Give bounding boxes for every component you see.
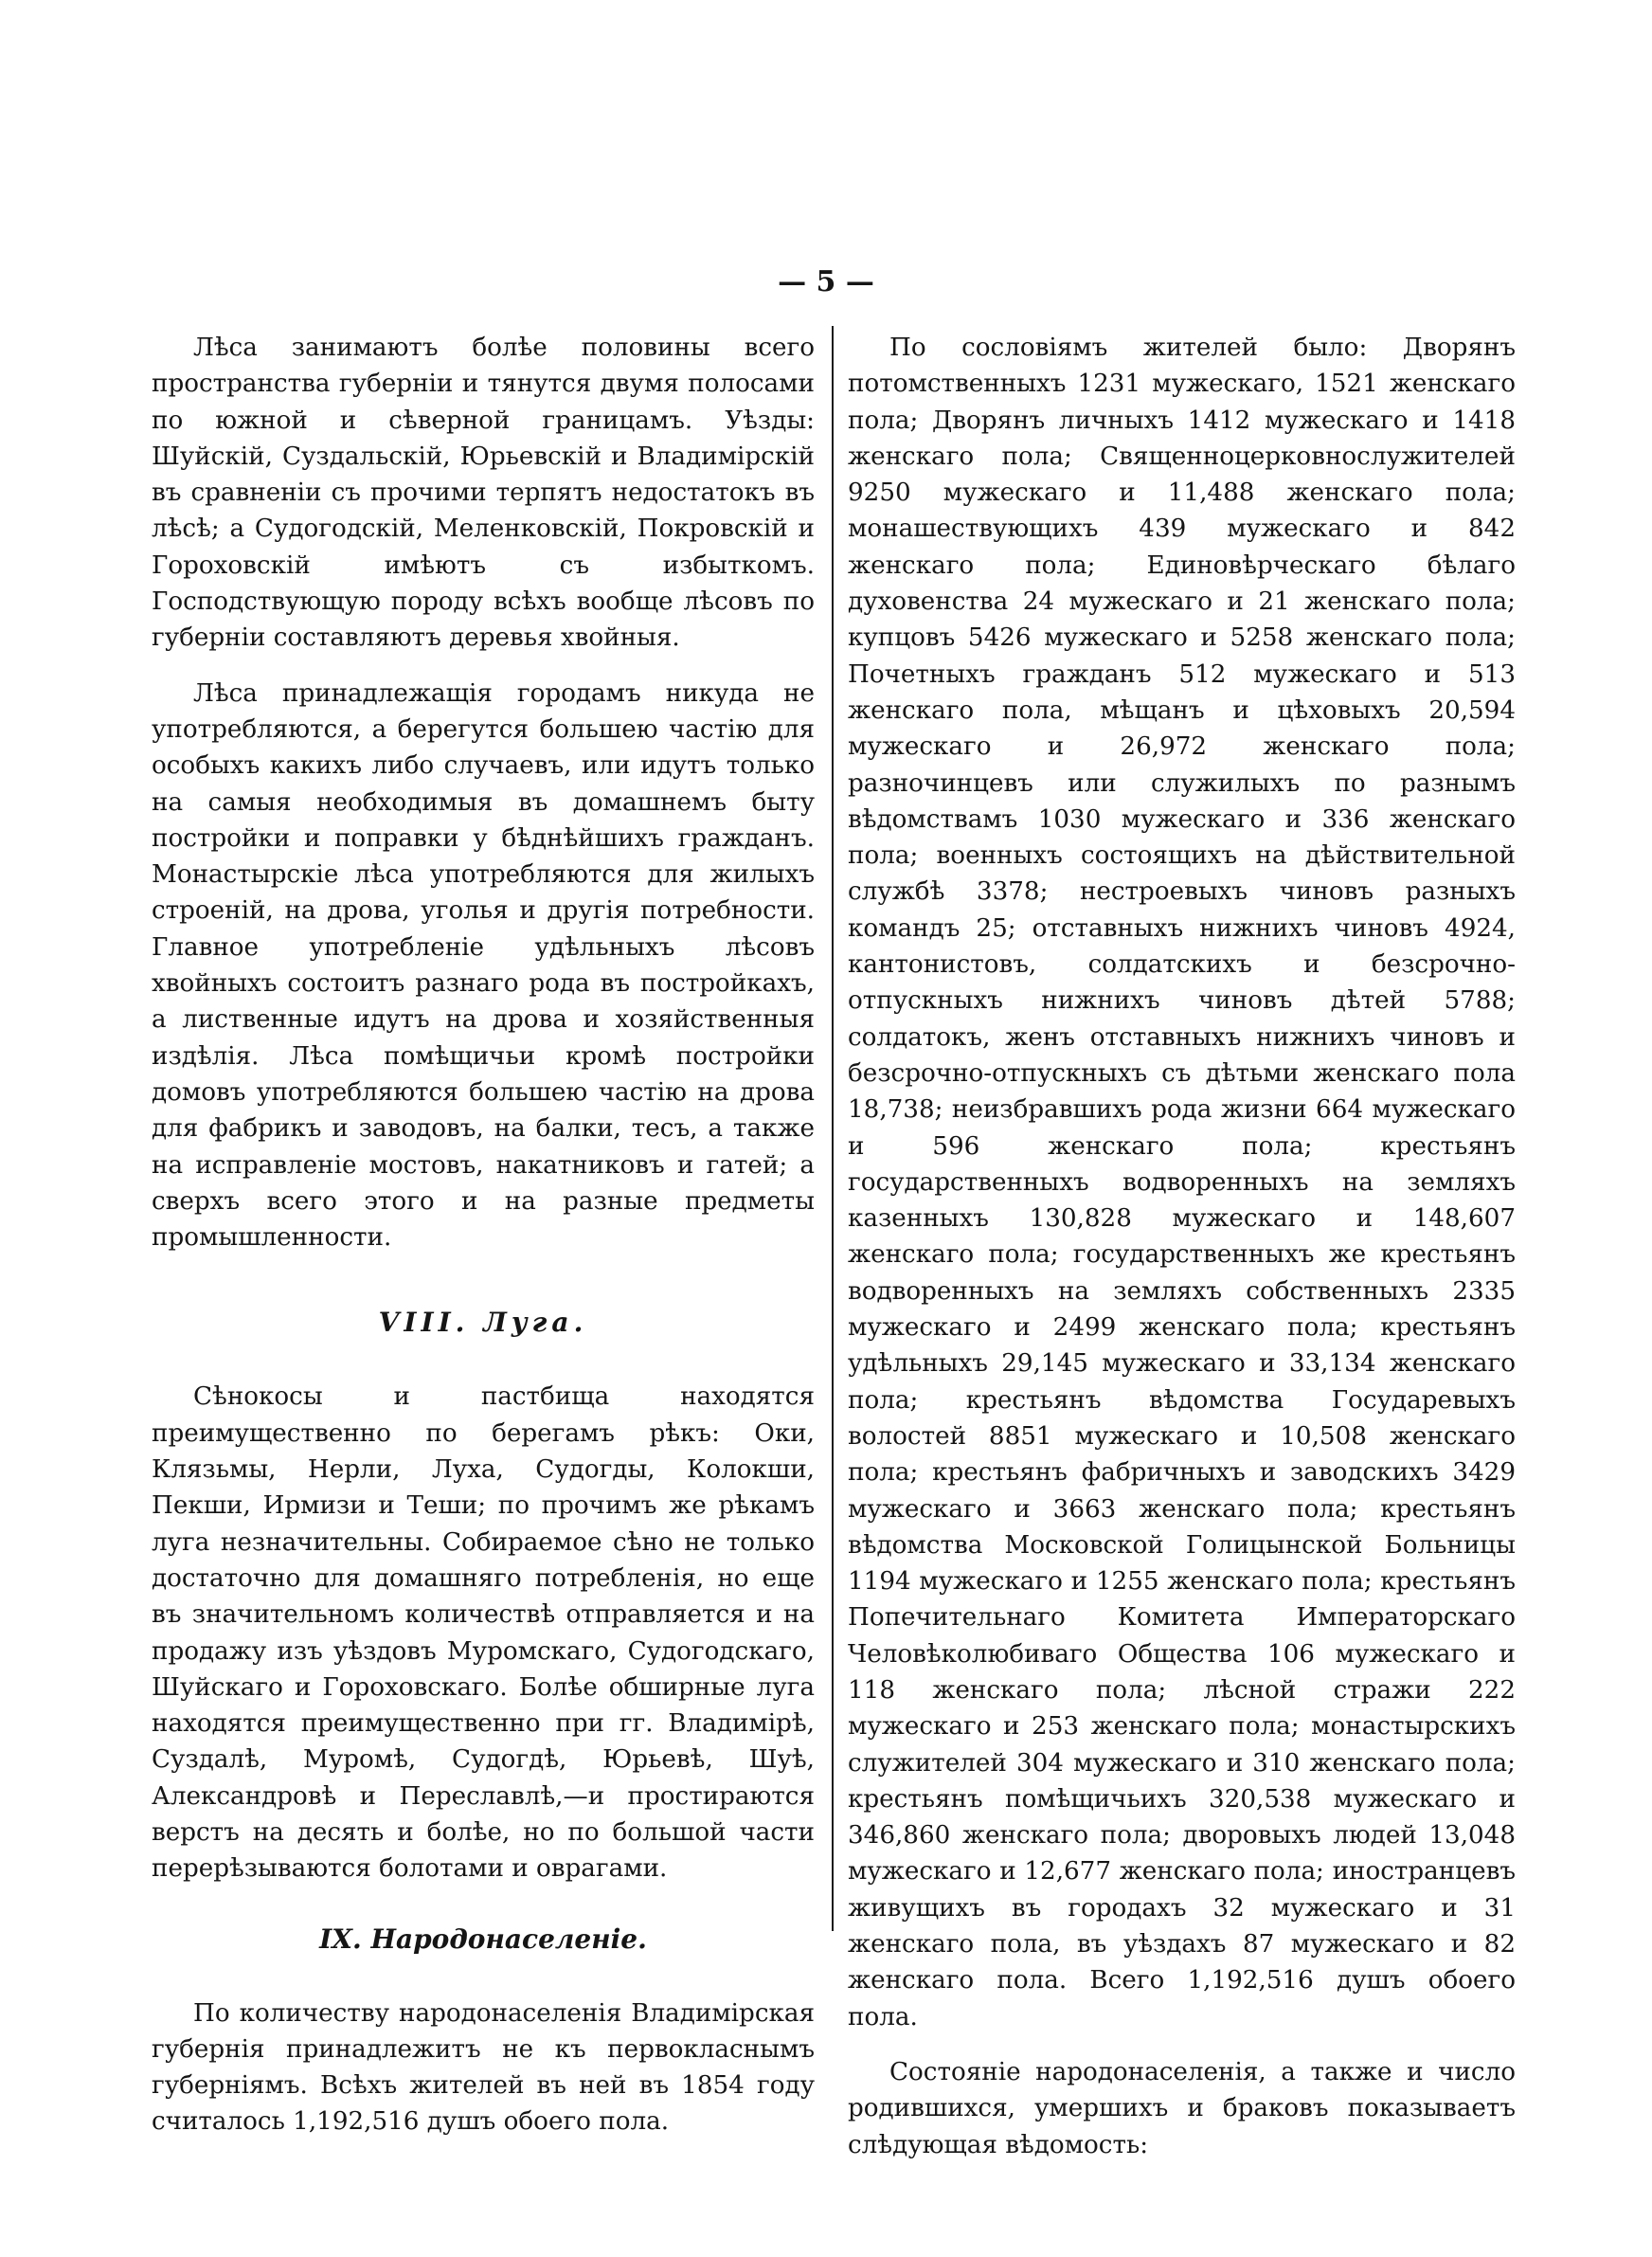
forests-paragraph-2: Лѣса принадлежащія городамъ никуда не употребляются, а берегутся большею частію для особыхъ какихъ либо случаевъ, или идутъ только на самыя необходимыя въ домашнемъ быту постройки и поправки у бѣднѣйшихъ гражданъ. Монастырскіе лѣса употребляются для жилыхъ строеній, на дрова, уголья и другія потребности. Главное употребленіе удѣльныхъ лѣсовъ хвойныхъ состоитъ разнаго рода въ постройкахъ, а лиственные идутъ на дрова и хозяйственныя издѣлія. Лѣса помѣщичьи кромѣ постройки домовъ употребляются большею частію на дрова для фабрикъ и заводовъ, на балки, тесъ, а также на исправленіе мостовъ, накатниковъ и гатей; а сверхъ всего этого и на разные предметы промышленности. — [152, 678, 815, 1253]
column-divider — [832, 326, 834, 1931]
forests-paragraph-1: Лѣса занимаютъ болѣе половины всего пространства губерніи и тянутся двумя полосами по южной и сѣверной границамъ. Уѣзды: Шуйскій, Суздальскій, Юрьевскій и Владимірскій въ сравненіи съ прочими терпятъ недостатокъ въ лѣсѣ; а Судогодскій, Меленковскій, Покровскій и Гороховскій имѣютъ съ избыткомъ. Господствующую породу всѣхъ вообще лѣсовъ по губерніи составляютъ деревья хвойныя. — [152, 334, 815, 653]
page-number: — 5 — — [778, 265, 874, 298]
right-column — [848, 330, 1516, 2163]
population-state-paragraph: Состояніе народонаселенія, а также и число родившихся, умершихъ и браковъ показываетъ слѣдующая вѣдомость: — [848, 2057, 1516, 2159]
population-paragraph: По количеству народонаселенія Владимірская губернія принадлежитъ не къ первокласнымъ губерніямъ. Всѣхъ жителей въ ней въ 1854 году считалось 1,192,516 душъ обоего пола. — [152, 1998, 815, 2137]
estates-paragraph: По сословіямъ жителей было: Дворянъ потомственныхъ 1231 мужескаго, 1521 женскаго пола; Дворянъ личныхъ 1412 мужескаго и 1418 женскаго пола; Священноцерковнослужителей 9250 мужескаго и 11,488 женскаго пола; монашествующихъ 439 мужескаго и 842 женскаго пола; Единовѣрческаго бѣлаго духовенства 24 мужескаго и 21 женскаго пола; купцовъ 5426 мужескаго и 5258 женскаго пола; Почетныхъ гражданъ 512 мужескаго и 513 женскаго пола, мѣщанъ и цѣховыхъ 20,594 мужескаго и 26,972 женскаго пола; разночинцевъ или служилыхъ по разнымъ вѣдомствамъ 1030 мужескаго и 336 женскаго пола; военныхъ состоящихъ на дѣйствительной службѣ 3378; нестроевыхъ чиновъ разныхъ командъ 25; отставныхъ нижнихъ чиновъ 4924, кантонистовъ, солдатскихъ и безсрочно-отпускныхъ нижнихъ чиновъ дѣтей 5788; солдатокъ, женъ отставныхъ нижнихъ чиновъ и безсрочно-отпускныхъ съ дѣтьми женскаго пола 18,738; неизбравшихъ рода жизни 664 мужескаго и 596 женскаго пола; крестьянъ государственныхъ водворенныхъ на земляхъ казенныхъ 130,828 мужескаго и 148,607 женскаго пола; государственныхъ же крестьянъ водворенныхъ на земляхъ собственныхъ 2335 мужескаго и 2499 женскаго пола; крестьянъ удѣльныхъ 29,145 мужескаго и 33,134 женскаго пола; крестьянъ вѣдомства Государевыхъ волостей 8851 мужескаго и 10,508 женскаго пола; крестьянъ фабричныхъ и заводскихъ 3429 мужескаго и 3663 женскаго пола; крестьянъ вѣдомства Московской Голицынской Больницы 1194 мужескаго и 1255 женскаго пола; крестьянъ Попечительнаго Комитета Императорскаго Человѣколюбиваго Общества 106 мужескаго и 118 женскаго пола; лѣсной стражи 222 мужескаго и 253 женскаго пола; монастырскихъ служителей 304 мужескаго и 310 женскаго пола; крестьянъ помѣщичьихъ 320,538 мужескаго и 346,860 женскаго пола; дворовыхъ людей 13,048 мужескаго и 12,677 женскаго пола; иностранцевъ живущихъ въ городахъ 32 мужескаго и 31 женскаго пола, въ уѣздахъ 87 мужескаго и 82 женскаго пола. Всего 1,192,516 душъ обоего пола. — [848, 334, 1516, 2031]
section-8-heading: VIII. Луга. — [378, 1307, 588, 1339]
section-9-heading: IX. Народонаселеніе. — [319, 1923, 647, 1955]
left-column — [152, 330, 815, 2140]
meadows-paragraph: Сѣнокосы и пастбища находятся преимущественно по берегамъ рѣкъ: Оки, Клязьмы, Нерли, Луха, Судогды, Колокши, Пекши, Ирмизи и Теши; по прочимъ же рѣкамъ луга незначительны. Собираемое сѣно не только достаточно для домашняго потребленія, но еще въ значительномъ количествѣ отправляется и на продажу изъ уѣздовъ Муромскаго, Судогодскаго, Шуйскаго и Гороховскаго. Болѣе обширные луга находятся преимущественно при гг. Владимірѣ, Суздалѣ, Муромѣ, Судогдѣ, Юрьевѣ, Шуѣ, Александровѣ и Переславлѣ,—и простираются верстъ на десять и болѣе, но по большой части перерѣзываются болотами и оврагами. — [152, 1382, 815, 1884]
